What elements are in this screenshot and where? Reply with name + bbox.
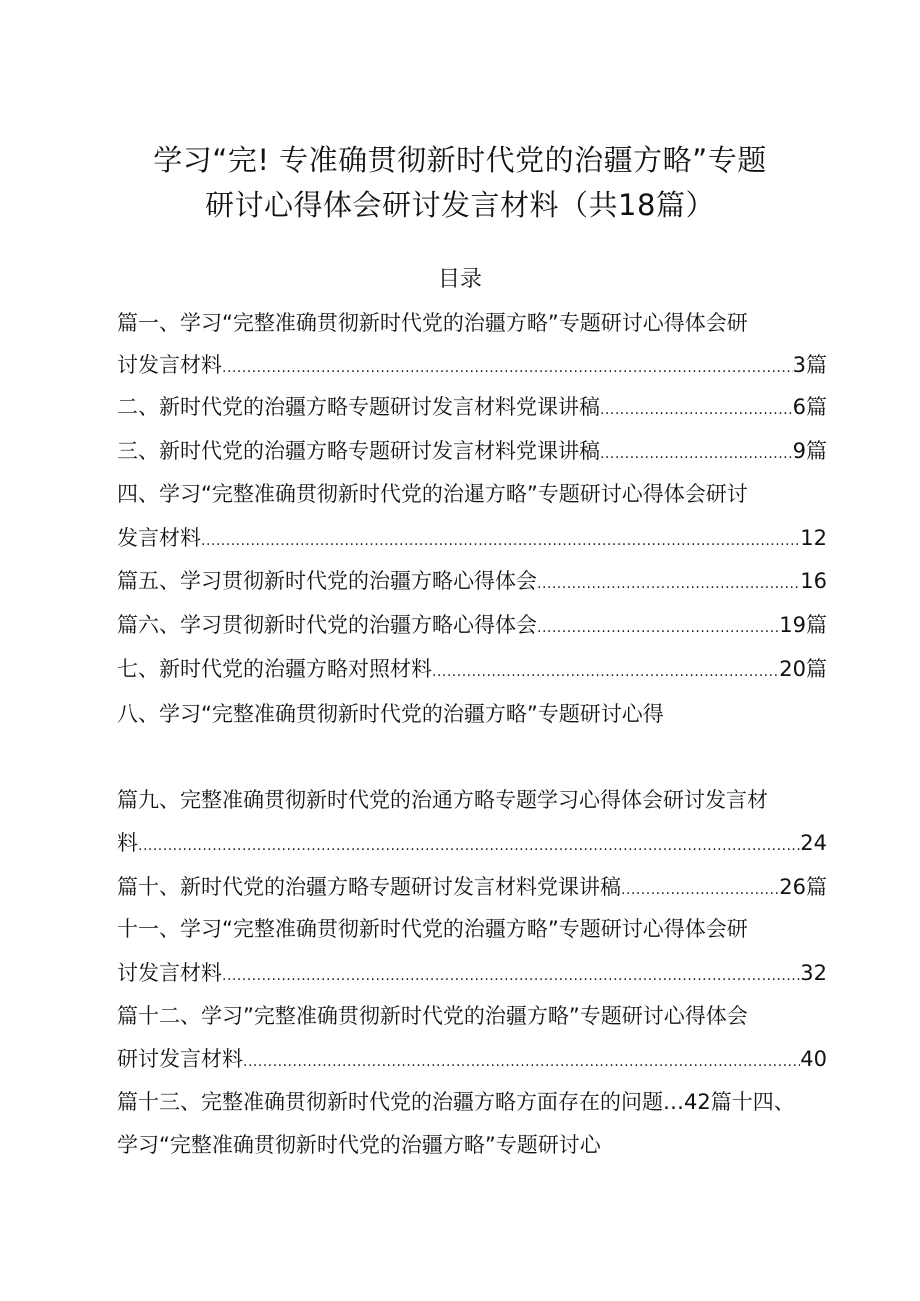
toc-entry-4-line-1[interactable] — [117, 478, 827, 510]
toc-page-number: 16 — [800, 569, 827, 593]
toc-entry-label: 篇十、新时代党的治疆方略专题研讨发言材料党课讲稿 — [117, 875, 621, 899]
toc-entry-12-line-2[interactable] — [117, 1043, 827, 1075]
toc-leader-dots — [537, 609, 779, 644]
toc-page-number: 19篇 — [779, 613, 827, 637]
toc-entry-text: 篇十三、完整准确贯彻新时代党的治疆方略方面存在的问题…42篇十四、 — [117, 1090, 795, 1114]
toc-entry-4-line-2[interactable] — [117, 522, 827, 554]
toc-entry-text: 十一、学习“完整准确贯彻新时代党的治疆方略”专题研讨心得体会研 — [117, 917, 748, 941]
toc-entry-label: 篇五、学习贯彻新时代党的治疆方略心得体会 — [117, 569, 537, 593]
toc-page-number: 40 — [800, 1047, 827, 1071]
toc-entry-text: 四、学习“完整准确贯彻新时代党的治暹方略”专题研讨心得体会研讨 — [117, 482, 748, 506]
toc-entry-1-line-1[interactable] — [117, 307, 827, 339]
toc-entry-11-line-1[interactable] — [117, 913, 827, 945]
toc-entry-text: 学习“完整准确贯彻新时代党的治疆方略”专题研讨心 — [117, 1133, 601, 1157]
toc-leader-dots — [138, 827, 800, 862]
toc-page-number: 12 — [800, 526, 827, 550]
document-title-line-1: 学习“完! 专准确贯彻新时代党的治疆方略”专题 — [153, 143, 767, 177]
toc-entry-7[interactable] — [117, 653, 827, 685]
toc-entry-1-line-2[interactable] — [117, 349, 827, 381]
toc-entry-label: 研讨发言材料 — [117, 1047, 243, 1071]
toc-entry-label: 篇六、学习贯彻新时代党的治疆方略心得体会 — [117, 613, 537, 637]
toc-entry-text: 篇九、完整准确贯彻新时代党的治通方略专题学习心得体会研讨发言材 — [117, 788, 768, 812]
toc-leader-dots — [621, 871, 779, 906]
toc-entry-2[interactable] — [117, 391, 827, 423]
toc-leader-dots — [537, 565, 800, 600]
toc-entry-6[interactable] — [117, 609, 827, 641]
toc-entry-label: 讨发言材料 — [117, 353, 222, 377]
toc-entry-8[interactable] — [117, 698, 827, 730]
toc-entry-text: 篇十二、学习”完整准确贯彻新时代党的治疆方略”专题研讨心得体会 — [117, 1004, 748, 1028]
toc-entry-label: 讨发言材料 — [117, 961, 222, 985]
toc-entry-label: 二、新时代党的治疆方略专题研讨发言材料党课讲稿 — [117, 395, 600, 419]
toc-entry-14[interactable] — [117, 1129, 827, 1161]
toc-entry-label: 三、新时代党的治疆方略专题研讨发言材料党课讲稿 — [117, 439, 600, 463]
toc-entry-11-line-2[interactable] — [117, 957, 827, 989]
toc-entry-label: 七、新时代党的治疆方略对照材料 — [117, 657, 432, 681]
document-title-line-2: 研讨心得体会研讨发言材料（共18篇） — [205, 188, 715, 222]
toc-entry-10[interactable] — [117, 871, 827, 903]
toc-entry-5[interactable] — [117, 565, 827, 597]
toc-page-number: 32 — [800, 961, 827, 985]
toc-entry-text: 八、学习“完整准确贯彻新时代党的治疆方略”专题研讨心得 — [117, 702, 664, 726]
toc-entry-9-line-1[interactable] — [117, 784, 827, 816]
toc-page-number: 24 — [800, 831, 827, 855]
toc-page-number: 9篇 — [792, 439, 827, 463]
toc-leader-dots — [432, 653, 779, 688]
toc-entry-3[interactable] — [117, 435, 827, 467]
toc-page-number: 20篇 — [779, 657, 827, 681]
toc-page-number: 6篇 — [792, 395, 827, 419]
toc-leader-dots — [201, 522, 800, 557]
toc-entry-label: 发言材料 — [117, 526, 201, 550]
toc-entry-12-line-1[interactable] — [117, 1000, 827, 1032]
toc-leader-dots — [222, 957, 800, 992]
toc-entry-13[interactable] — [117, 1086, 827, 1118]
toc-page-number: 3篇 — [792, 353, 827, 377]
toc-page-number: 26篇 — [779, 875, 827, 899]
toc-heading: 目录 — [437, 267, 482, 292]
toc-leader-dots — [222, 349, 793, 384]
toc-entry-text: 篇一、学习“完整准确贯彻新时代党的治疆方略”专题研讨心得体会研 — [117, 311, 748, 335]
toc-leader-dots — [600, 435, 793, 470]
toc-entry-label: 料 — [117, 831, 138, 855]
toc-entry-9-line-2[interactable] — [117, 827, 827, 859]
toc-leader-dots — [243, 1043, 800, 1078]
toc-leader-dots — [600, 391, 793, 426]
